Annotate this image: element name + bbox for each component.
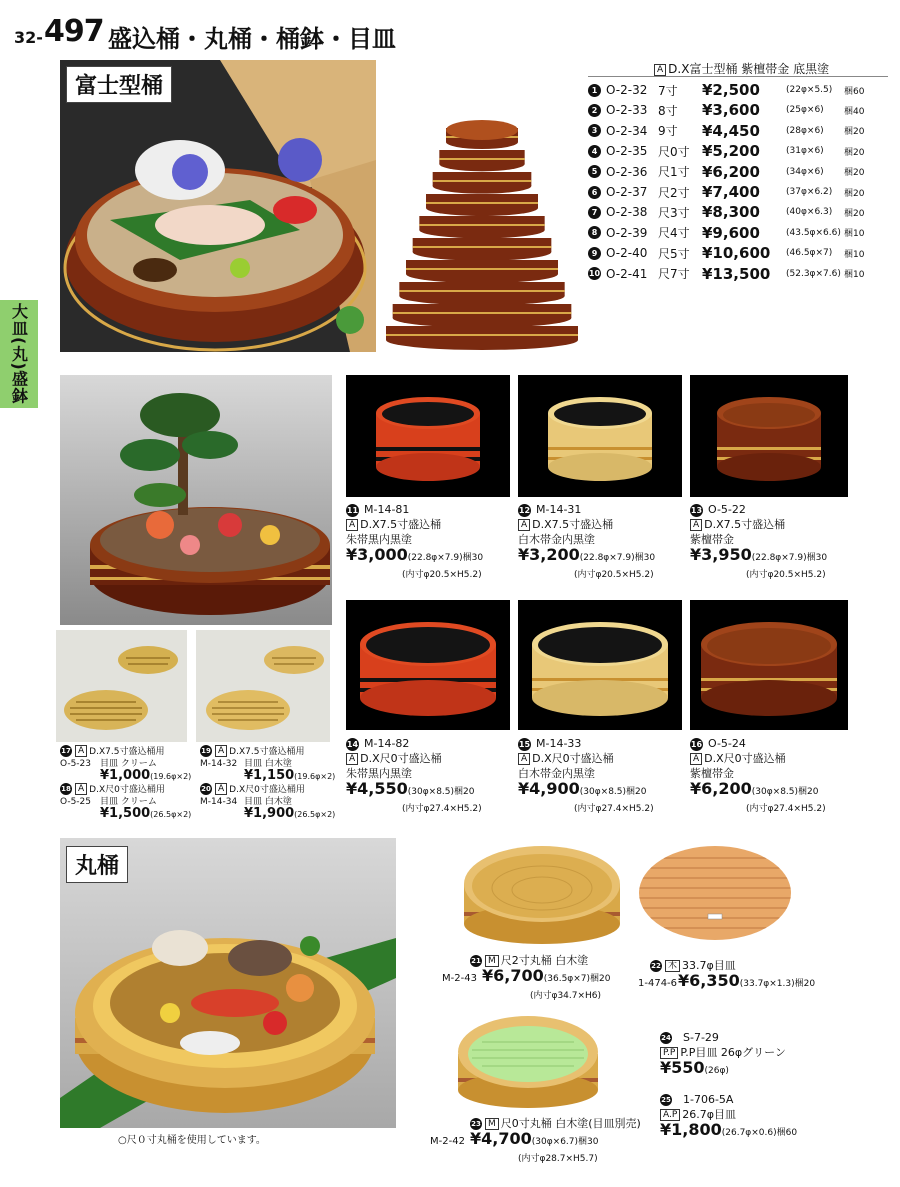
item-12-dim: (22.8φ×7.9) bbox=[579, 553, 635, 563]
product-11-photo bbox=[346, 375, 510, 497]
item-14-price: ¥4,550 bbox=[346, 779, 408, 798]
item-25-price: ¥1,800 bbox=[660, 1120, 722, 1139]
item-15-qty: 梱20 bbox=[626, 787, 647, 797]
spec-row-code: O-2-39 bbox=[606, 225, 648, 240]
item-21-inner: (内寸φ34.7×H6) bbox=[530, 991, 602, 1001]
item-11-code: M-14-81 bbox=[364, 503, 410, 516]
item-24-code: S-7-29 bbox=[683, 1031, 719, 1044]
spec-row-size: 尺7寸 bbox=[658, 267, 690, 282]
item-22-name: 33.7φ目皿 bbox=[682, 959, 736, 972]
item-22-price: ¥6,350 bbox=[678, 971, 740, 990]
item-22-dim: (33.7φ×1.3) bbox=[739, 979, 795, 989]
item-13-badge: 13 bbox=[690, 506, 703, 515]
item-12-badge: 12 bbox=[518, 506, 531, 515]
item-20 bbox=[200, 783, 335, 821]
item-23 bbox=[430, 1116, 641, 1167]
spec-row-dim: (31φ×6) bbox=[786, 146, 824, 157]
item-16 bbox=[690, 736, 826, 817]
item-12-tag: A bbox=[518, 519, 530, 531]
spec-row bbox=[588, 121, 888, 141]
item-21-qty: 梱20 bbox=[590, 974, 611, 984]
spec-row-size: 尺5寸 bbox=[658, 246, 690, 261]
stack-tub-band bbox=[433, 180, 532, 182]
item-15-desc: 白木帯金内黒塗 bbox=[518, 767, 595, 780]
item-21 bbox=[442, 953, 611, 1004]
spec-table-title: D.X富士型桶 紫檀帯金 底黒塗 bbox=[668, 62, 830, 76]
spec-row-size: 尺3寸 bbox=[658, 205, 690, 220]
spec-row-price: ¥7,400 bbox=[702, 183, 760, 201]
spec-row bbox=[588, 243, 888, 263]
item-20-desc: 目皿 白木塗 bbox=[244, 797, 292, 807]
item-16-name: D.X尺0寸盛込桶 bbox=[704, 752, 786, 765]
item-19-desc: 目皿 白木塗 bbox=[244, 759, 292, 769]
spec-row-size: 尺1寸 bbox=[658, 165, 690, 180]
spec-row-price: ¥4,450 bbox=[702, 121, 760, 140]
stack-tub-base bbox=[399, 287, 564, 306]
spec-row-qty: 梱20 bbox=[844, 168, 865, 179]
stack-tub-base bbox=[406, 265, 558, 283]
item-13 bbox=[690, 502, 827, 583]
spec-row bbox=[588, 141, 888, 161]
spec-row-qty: 梱20 bbox=[844, 127, 865, 138]
item-25-name: 26.7φ目皿 bbox=[682, 1108, 737, 1121]
item-18-badge: 18 bbox=[61, 785, 71, 793]
product-22-photo bbox=[636, 842, 794, 944]
item-21-dim: (36.5φ×7) bbox=[543, 974, 591, 984]
spec-row-qty: 梱10 bbox=[844, 270, 865, 281]
item-14-name: D.X尺0寸盛込桶 bbox=[360, 752, 442, 765]
stack-tub-band bbox=[426, 202, 538, 204]
item-18-dim: (26.5φ×2) bbox=[150, 810, 192, 819]
item-18-code: O-5-25 bbox=[60, 797, 92, 807]
round-tub-label: 丸桶 bbox=[66, 846, 128, 883]
item-21-tag: M bbox=[485, 955, 499, 967]
item-11-inner: (内寸φ20.5×H5.2) bbox=[402, 570, 482, 580]
item-12-desc: 白木帯金内黒塗 bbox=[518, 533, 595, 546]
spec-row-dim: (37φ×6.2) bbox=[786, 187, 833, 197]
item-14-dim: (30φ×8.5) bbox=[407, 787, 455, 797]
item-20-price: ¥1,900 bbox=[244, 806, 295, 821]
item-19-code: M-14-32 bbox=[200, 759, 238, 769]
item-24 bbox=[660, 1030, 786, 1079]
spec-row-price: ¥8,300 bbox=[702, 203, 760, 222]
item-22-qty: 梱20 bbox=[794, 979, 816, 989]
stack-tub-band bbox=[413, 246, 552, 248]
item-17-price: ¥1,000 bbox=[100, 768, 151, 783]
spec-row-badge: 7 bbox=[588, 206, 601, 219]
item-15-tag: A bbox=[518, 753, 530, 765]
item-15-code: M-14-33 bbox=[536, 737, 582, 750]
product-23-photo bbox=[452, 1006, 604, 1114]
spec-row-size: 尺2寸 bbox=[658, 185, 690, 200]
spec-divider bbox=[588, 76, 888, 77]
stack-tub-base bbox=[386, 330, 578, 350]
spec-row bbox=[588, 223, 888, 243]
item-19-price: ¥1,150 bbox=[244, 768, 295, 783]
spec-row-code: O-2-40 bbox=[606, 246, 648, 261]
spec-row-dim: (46.5φ×7) bbox=[786, 248, 833, 259]
item-23-qty: 梱30 bbox=[578, 1137, 599, 1147]
item-23-inner: (内寸φ28.7×H5.7) bbox=[518, 1154, 598, 1164]
item-18-name: D.X尺0寸盛込桶用 bbox=[89, 785, 165, 795]
stack-tub-band bbox=[419, 224, 544, 226]
spec-row-price: ¥5,200 bbox=[702, 142, 760, 161]
item-12-price: ¥3,200 bbox=[518, 545, 580, 564]
spec-row-dim: (34φ×6) bbox=[786, 166, 824, 177]
item-12-qty: 梱30 bbox=[634, 553, 656, 563]
spec-row-dim: (22φ×5.5) bbox=[786, 85, 833, 95]
spec-row-code: O-2-36 bbox=[606, 164, 648, 179]
item-11-dim: (22.8φ×7.9) bbox=[407, 553, 463, 563]
spec-row-dim: (40φ×6.3) bbox=[786, 207, 833, 218]
spec-row-price: ¥6,200 bbox=[702, 162, 760, 181]
item-15-price: ¥4,900 bbox=[518, 779, 580, 798]
stack-tub-band bbox=[386, 334, 578, 336]
item-25-qty: 梱60 bbox=[776, 1128, 798, 1138]
item-24-badge: 24 bbox=[661, 1034, 671, 1042]
item-11 bbox=[346, 502, 483, 583]
item-18 bbox=[60, 783, 191, 821]
spec-row-price: ¥10,600 bbox=[702, 244, 771, 263]
item-14-badge: 14 bbox=[346, 740, 359, 749]
item-14-tag: A bbox=[346, 753, 358, 765]
item-19-badge: 19 bbox=[201, 747, 211, 755]
item-17-desc: 目皿 クリーム bbox=[100, 759, 157, 769]
item-19-name: D.X7.5寸盛込桶用 bbox=[229, 747, 305, 757]
material-tag: A bbox=[654, 64, 666, 76]
item-25-code: 1-706-5A bbox=[683, 1093, 734, 1106]
spec-row-size: 尺4寸 bbox=[658, 226, 690, 241]
item-22 bbox=[638, 958, 816, 992]
item-23-dim: (30φ×6.7) bbox=[531, 1137, 579, 1147]
fuji-tub-stack-photo bbox=[383, 108, 581, 352]
fuji-tub-label: 富士型桶 bbox=[66, 66, 172, 103]
item-16-dim: (30φ×8.5) bbox=[751, 787, 799, 797]
product-15-photo bbox=[518, 600, 682, 730]
item-18-price: ¥1,500 bbox=[100, 806, 151, 821]
product-12-photo bbox=[518, 375, 682, 497]
item-12 bbox=[518, 502, 655, 583]
stack-tub-band bbox=[393, 312, 572, 314]
item-22-badge: 22 bbox=[651, 962, 661, 970]
spec-row-badge: 3 bbox=[588, 124, 601, 137]
item-15-badge: 15 bbox=[518, 740, 531, 749]
spec-row-badge: 4 bbox=[588, 145, 601, 158]
page-title: 盛込桶・丸桶・桶鉢・目皿 bbox=[108, 25, 396, 53]
item-23-name: 尺0寸丸桶 白木塗(目皿別売) bbox=[500, 1117, 641, 1130]
item-23-price: ¥4,700 bbox=[470, 1129, 532, 1148]
product-14-photo bbox=[346, 600, 510, 730]
bonsai-tub-photo bbox=[60, 375, 332, 625]
spec-row bbox=[588, 100, 888, 120]
spec-row-qty: 梱10 bbox=[844, 249, 865, 260]
item-13-desc: 紫檀帯金 bbox=[690, 533, 734, 546]
spec-row-size: 7寸 bbox=[658, 83, 678, 98]
item-15 bbox=[518, 736, 654, 817]
item-21-code: M-2-43 bbox=[442, 973, 477, 984]
spec-row bbox=[588, 80, 888, 100]
item-14 bbox=[346, 736, 482, 817]
item-22-code: 1-474-6 bbox=[638, 978, 678, 989]
item-21-price: ¥6,700 bbox=[482, 966, 544, 985]
item-15-inner: (内寸φ27.4×H5.2) bbox=[574, 804, 654, 814]
stack-top-rim bbox=[446, 120, 518, 140]
item-20-badge: 20 bbox=[201, 785, 211, 793]
spec-row-code: O-2-32 bbox=[606, 83, 648, 97]
spec-row-size: 尺0寸 bbox=[658, 144, 690, 159]
spec-row bbox=[588, 202, 888, 222]
spec-row-dim: (28φ×6) bbox=[786, 125, 824, 136]
spec-row-price: ¥3,600 bbox=[702, 101, 760, 120]
item-16-tag: A bbox=[690, 753, 702, 765]
item-20-code: M-14-34 bbox=[200, 797, 238, 807]
spec-row-dim: (52.3φ×7.6) bbox=[786, 268, 841, 279]
item-25 bbox=[660, 1092, 797, 1141]
item-19 bbox=[200, 745, 335, 783]
spec-row-dim: (25φ×6) bbox=[786, 105, 824, 116]
stack-tub-band bbox=[399, 290, 564, 292]
grid-plate-cream-photo bbox=[56, 630, 187, 742]
item-17-badge: 17 bbox=[61, 747, 71, 755]
fuji-tub-photo bbox=[60, 60, 376, 352]
stack-tub-band bbox=[406, 268, 558, 270]
item-24-dim: (26φ) bbox=[704, 1066, 729, 1076]
item-18-tag: A bbox=[75, 783, 87, 795]
spec-row-qty: 梱20 bbox=[844, 147, 865, 158]
item-17-dim: (19.6φ×2) bbox=[150, 772, 192, 781]
spec-table-heading bbox=[654, 60, 829, 77]
item-16-desc: 紫檀帯金 bbox=[690, 767, 734, 780]
page-prefix: 32- bbox=[14, 28, 43, 47]
item-12-name: D.X7.5寸盛込桶 bbox=[532, 518, 614, 531]
item-20-name: D.X尺0寸盛込桶用 bbox=[229, 785, 305, 795]
product-13-photo bbox=[690, 375, 848, 497]
spec-row-badge: 8 bbox=[588, 226, 601, 239]
item-20-dim: (26.5φ×2) bbox=[294, 810, 336, 819]
spec-row-badge: 10 bbox=[588, 269, 601, 279]
spec-row-price: ¥2,500 bbox=[702, 81, 760, 99]
category-side-tab: 大皿(丸)盛鉢 bbox=[0, 300, 38, 408]
spec-row-code: O-2-33 bbox=[606, 103, 648, 118]
item-23-code: M-2-42 bbox=[430, 1136, 465, 1147]
item-14-inner: (内寸φ27.4×H5.2) bbox=[402, 804, 482, 814]
footnote: ○尺０寸丸桶を使用しています。 bbox=[118, 1135, 266, 1146]
item-15-dim: (30φ×8.5) bbox=[579, 787, 627, 797]
spec-row-price: ¥9,600 bbox=[702, 223, 760, 242]
item-23-tag: M bbox=[485, 1118, 499, 1130]
product-21-photo bbox=[456, 838, 628, 948]
item-17-tag: A bbox=[75, 745, 87, 757]
spec-row-code: O-2-41 bbox=[606, 266, 648, 281]
spec-row-badge: 5 bbox=[588, 165, 601, 178]
item-18-desc: 目皿 クリーム bbox=[100, 797, 157, 807]
item-14-code: M-14-82 bbox=[364, 737, 410, 750]
item-21-badge: 21 bbox=[471, 957, 481, 965]
item-13-dim: (22.8φ×7.9) bbox=[751, 553, 807, 563]
item-21-name: 尺2寸丸桶 白木塗 bbox=[500, 954, 589, 967]
item-20-tag: A bbox=[215, 783, 227, 795]
stack-tub-base bbox=[393, 308, 572, 327]
item-11-desc: 朱帯黒内黒塗 bbox=[346, 533, 412, 546]
item-17-name: D.X7.5寸盛込桶用 bbox=[89, 747, 165, 757]
item-16-inner: (内寸φ27.4×H5.2) bbox=[746, 804, 826, 814]
item-13-inner: (内寸φ20.5×H5.2) bbox=[746, 570, 826, 580]
item-15-name: D.X尺0寸盛込桶 bbox=[532, 752, 614, 765]
spec-row-code: O-2-37 bbox=[606, 185, 648, 199]
item-13-qty: 梱30 bbox=[806, 553, 828, 563]
item-22-tag: 木 bbox=[665, 960, 680, 972]
item-16-price: ¥6,200 bbox=[690, 779, 752, 798]
item-25-tag: A.P bbox=[660, 1109, 680, 1121]
spec-row-size: 8寸 bbox=[658, 103, 678, 118]
spec-row-badge: 9 bbox=[588, 247, 601, 260]
spec-row-code: O-2-34 bbox=[606, 123, 648, 138]
spec-row-code: O-2-38 bbox=[606, 205, 648, 220]
item-25-badge: 25 bbox=[661, 1096, 671, 1104]
item-11-name: D.X7.5寸盛込桶 bbox=[360, 518, 442, 531]
spec-row bbox=[588, 264, 888, 284]
item-19-tag: A bbox=[215, 745, 227, 757]
item-23-badge: 23 bbox=[471, 1120, 481, 1128]
item-17-code: O-5-23 bbox=[60, 759, 92, 769]
item-11-qty: 梱30 bbox=[462, 553, 484, 563]
spec-row-dim: (43.5φ×6.6) bbox=[786, 227, 841, 238]
item-16-code: O-5-24 bbox=[708, 737, 746, 750]
product-16-photo bbox=[690, 600, 848, 730]
item-24-name: P.P目皿 26φグリーン bbox=[680, 1046, 786, 1059]
spec-row-qty: 梱40 bbox=[844, 106, 865, 117]
spec-row bbox=[588, 162, 888, 182]
item-24-price: ¥550 bbox=[660, 1058, 705, 1077]
stack-tub-band bbox=[439, 158, 524, 160]
item-11-tag: A bbox=[346, 519, 358, 531]
item-13-code: O-5-22 bbox=[708, 503, 746, 516]
item-13-name: D.X7.5寸盛込桶 bbox=[704, 518, 786, 531]
spec-row-price: ¥13,500 bbox=[702, 264, 771, 283]
spec-row-badge: 2 bbox=[588, 104, 601, 117]
item-24-tag: P.P bbox=[660, 1047, 678, 1059]
item-16-qty: 梱20 bbox=[798, 787, 819, 797]
spec-row-qty: 梱10 bbox=[844, 229, 865, 240]
item-19-dim: (19.6φ×2) bbox=[294, 772, 336, 781]
spec-row-qty: 梱60 bbox=[844, 86, 865, 97]
item-11-price: ¥3,000 bbox=[346, 545, 408, 564]
item-14-desc: 朱帯黒内黒塗 bbox=[346, 767, 412, 780]
spec-row-badge: 1 bbox=[588, 84, 601, 97]
item-13-tag: A bbox=[690, 519, 702, 531]
item-11-badge: 11 bbox=[346, 506, 359, 515]
spec-row bbox=[588, 182, 888, 202]
item-12-code: M-14-31 bbox=[536, 503, 582, 516]
spec-row-qty: 梱20 bbox=[844, 208, 865, 219]
spec-row-code: O-2-35 bbox=[606, 144, 648, 159]
item-14-qty: 梱20 bbox=[454, 787, 475, 797]
spec-row-qty: 梱20 bbox=[844, 188, 865, 199]
spec-row-size: 9寸 bbox=[658, 124, 678, 139]
item-17 bbox=[60, 745, 191, 783]
stack-tub-base bbox=[413, 243, 552, 260]
round-tub-photo bbox=[60, 838, 396, 1128]
spec-row-badge: 6 bbox=[588, 186, 601, 199]
grid-plate-shiraki-photo bbox=[196, 630, 330, 742]
item-12-inner: (内寸φ20.5×H5.2) bbox=[574, 570, 654, 580]
item-16-badge: 16 bbox=[690, 740, 703, 749]
page-number: 497 bbox=[44, 14, 104, 49]
item-13-price: ¥3,950 bbox=[690, 545, 752, 564]
item-25-dim: (26.7φ×0.6) bbox=[721, 1128, 777, 1138]
